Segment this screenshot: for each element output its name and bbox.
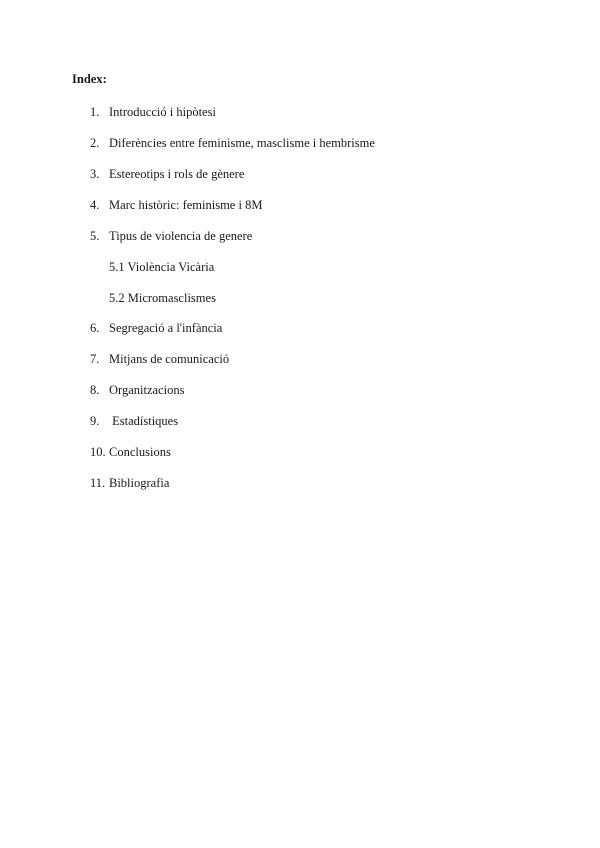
toc-item-number: 2. (90, 136, 100, 150)
toc-item-label: Marc històric: feminisme i 8M (109, 198, 263, 212)
toc-item-number: 11. (90, 476, 106, 490)
toc-item-label: Diferències entre feminisme, masclisme i hembrisme (109, 136, 375, 150)
toc-item-number: 6. (90, 321, 100, 335)
toc-item-number: 8. (90, 383, 100, 397)
toc-item-number: 7. (90, 352, 100, 366)
toc-item-number: 4. (90, 198, 100, 212)
toc-item-number: 5. (90, 229, 100, 243)
toc-item-label: Organitzacions (109, 383, 185, 397)
toc-item-label: Segregació a l'infància (109, 321, 223, 335)
toc-item-label: Estadístiques (109, 414, 179, 428)
toc-item-label: 5.1 Violència Vicària (109, 260, 215, 274)
toc-item-label: Introducció i hipòtesi (109, 105, 216, 119)
toc-item-label: Bibliografia (109, 476, 170, 490)
toc-item-number: 3. (90, 167, 100, 181)
toc-item-number: 10. (90, 445, 106, 459)
toc-item-label: Estereotips i rols de gènere (109, 167, 245, 181)
toc-item-number: 1. (90, 105, 100, 119)
index-heading: Index: (72, 72, 107, 86)
toc-item-label: Mitjans de comunicació (109, 352, 230, 366)
toc-item-label: 5.2 Micromasclismes (109, 291, 216, 305)
toc-item-number: 9. (90, 414, 100, 428)
toc-item-label: Tipus de violencia de genere (109, 229, 253, 243)
toc-item-label: Conclusions (109, 445, 171, 459)
